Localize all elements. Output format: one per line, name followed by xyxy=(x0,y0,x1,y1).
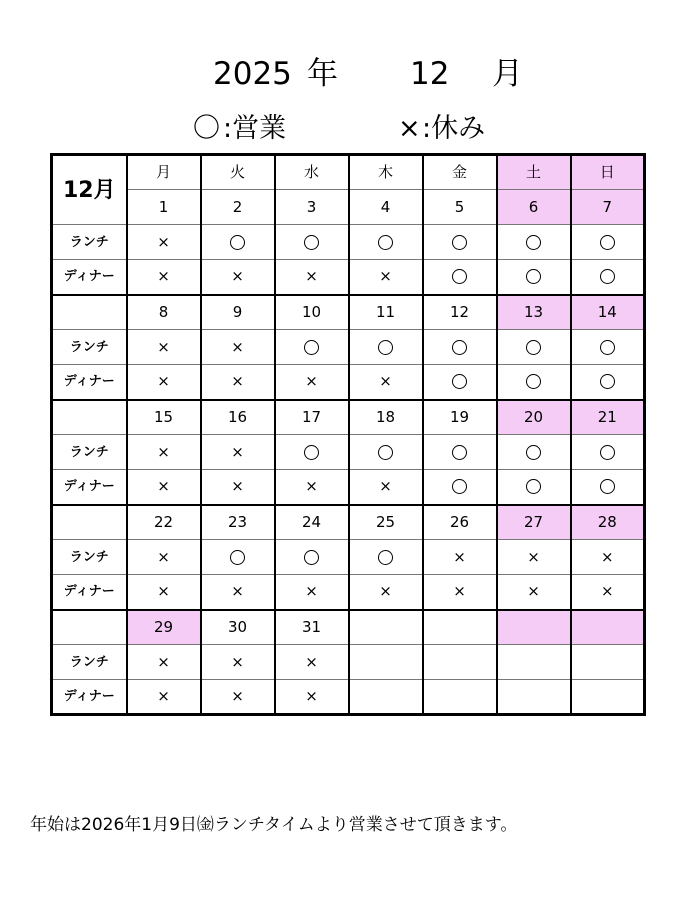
date-cell: 16 xyxy=(201,400,275,435)
open-mark xyxy=(452,374,467,389)
dinner-status-cell xyxy=(201,470,275,505)
closed-mark: × xyxy=(379,372,392,391)
dinner-status-cell xyxy=(275,260,349,295)
open-mark xyxy=(378,340,393,355)
closed-mark: × xyxy=(305,267,318,286)
date-cell: 10 xyxy=(275,295,349,330)
date-cell: 23 xyxy=(201,505,275,540)
open-mark xyxy=(304,235,319,250)
new-year-notice: 年始は2026年1月9日㈮ランチタイムより営業させて頂きます。 xyxy=(30,815,518,835)
lunch-status-cell xyxy=(423,435,497,470)
dinner-label: ディナー xyxy=(52,470,127,505)
dinner-status-cell xyxy=(349,680,423,715)
date-cell: 5 xyxy=(423,190,497,225)
date-cell: 12 xyxy=(423,295,497,330)
closed-mark: × xyxy=(231,337,244,356)
date-row xyxy=(52,505,645,540)
weekday-header: 土 xyxy=(497,155,571,190)
date-cell: 4 xyxy=(349,190,423,225)
business-calendar-table xyxy=(50,153,646,716)
legend xyxy=(0,108,674,152)
lunch-status-cell xyxy=(497,330,571,365)
dinner-status-cell xyxy=(275,575,349,610)
date-cell: 3 xyxy=(275,190,349,225)
lunch-row xyxy=(52,645,645,680)
legend-closed-symbol: × xyxy=(398,113,421,144)
lunch-status-cell xyxy=(423,540,497,575)
open-mark xyxy=(600,340,615,355)
open-mark xyxy=(304,340,319,355)
dinner-status-cell xyxy=(497,260,571,295)
lunch-status-cell xyxy=(127,225,201,260)
closed-mark: × xyxy=(157,372,170,391)
dinner-status-cell xyxy=(201,365,275,400)
dinner-status-cell xyxy=(423,470,497,505)
dinner-status-cell xyxy=(571,470,645,505)
date-row xyxy=(52,610,645,645)
calendar-title xyxy=(0,52,674,100)
dinner-status-cell xyxy=(349,365,423,400)
dinner-status-cell xyxy=(423,680,497,715)
open-mark xyxy=(452,479,467,494)
date-cell: 9 xyxy=(201,295,275,330)
dinner-status-cell xyxy=(201,575,275,610)
dinner-row xyxy=(52,470,645,505)
open-mark xyxy=(378,445,393,460)
closed-mark: × xyxy=(600,547,614,566)
dinner-status-cell xyxy=(275,470,349,505)
lunch-status-cell xyxy=(275,435,349,470)
open-mark xyxy=(526,479,541,494)
lunch-status-cell xyxy=(423,225,497,260)
dinner-status-cell xyxy=(497,575,571,610)
date-row xyxy=(52,400,645,435)
dinner-status-cell xyxy=(127,365,201,400)
open-mark xyxy=(230,235,245,250)
lunch-status-cell xyxy=(571,540,645,575)
open-mark xyxy=(600,235,615,250)
open-mark xyxy=(230,550,245,565)
closed-mark: × xyxy=(157,267,170,286)
closed-mark: × xyxy=(600,582,614,601)
open-mark xyxy=(526,445,541,460)
lunch-status-cell xyxy=(423,645,497,680)
date-cell: 7 xyxy=(571,190,645,225)
date-cell: 15 xyxy=(127,400,201,435)
open-mark xyxy=(304,445,319,460)
open-mark xyxy=(452,340,467,355)
lunch-status-cell xyxy=(275,225,349,260)
date-cell: 22 xyxy=(127,505,201,540)
lunch-status-cell xyxy=(497,540,571,575)
weekday-header-row xyxy=(52,155,645,190)
date-row-label xyxy=(52,505,127,540)
lunch-status-cell xyxy=(349,330,423,365)
dinner-status-cell xyxy=(275,680,349,715)
closed-mark: × xyxy=(305,687,318,705)
lunch-status-cell xyxy=(349,645,423,680)
dinner-status-cell xyxy=(127,575,201,610)
dinner-status-cell xyxy=(127,470,201,505)
lunch-status-cell xyxy=(127,645,201,680)
lunch-label: ランチ xyxy=(52,330,127,365)
date-row xyxy=(52,295,645,330)
date-cell: 31 xyxy=(275,610,349,645)
closed-mark: × xyxy=(231,372,244,391)
date-cell xyxy=(349,610,423,645)
title-month-unit: 月 xyxy=(492,56,523,92)
date-cell: 30 xyxy=(201,610,275,645)
lunch-label: ランチ xyxy=(52,225,127,260)
open-mark xyxy=(600,374,615,389)
lunch-row xyxy=(52,540,645,575)
dinner-row xyxy=(52,680,645,715)
date-cell: 25 xyxy=(349,505,423,540)
title-year-unit: 年 xyxy=(307,56,338,92)
closed-mark: × xyxy=(305,477,318,496)
open-mark xyxy=(526,340,541,355)
lunch-status-cell xyxy=(571,435,645,470)
dinner-status-cell xyxy=(423,575,497,610)
lunch-status-cell xyxy=(201,330,275,365)
dinner-status-cell xyxy=(275,365,349,400)
title-month: 12 xyxy=(410,56,450,92)
open-mark xyxy=(378,235,393,250)
closed-mark: × xyxy=(157,547,170,566)
dinner-status-cell xyxy=(201,260,275,295)
date-row xyxy=(52,190,645,225)
dinner-status-cell xyxy=(349,575,423,610)
dinner-status-cell xyxy=(127,260,201,295)
date-cell xyxy=(571,610,645,645)
date-cell: 24 xyxy=(275,505,349,540)
closed-mark: × xyxy=(157,582,170,601)
closed-mark: × xyxy=(379,582,392,601)
dinner-row xyxy=(52,575,645,610)
lunch-status-cell xyxy=(423,330,497,365)
open-mark xyxy=(600,479,615,494)
dinner-status-cell xyxy=(497,365,571,400)
date-row-label xyxy=(52,295,127,330)
lunch-status-cell xyxy=(497,645,571,680)
closed-mark: × xyxy=(305,652,318,671)
open-mark xyxy=(452,235,467,250)
date-cell: 28 xyxy=(571,505,645,540)
dinner-label: ディナー xyxy=(52,260,127,295)
dinner-label: ディナー xyxy=(52,365,127,400)
lunch-status-cell xyxy=(497,225,571,260)
dinner-label: ディナー xyxy=(52,575,127,610)
date-cell: 20 xyxy=(497,400,571,435)
date-cell: 1 xyxy=(127,190,201,225)
legend-open-symbol: 〇 xyxy=(193,113,220,144)
closed-mark: × xyxy=(157,232,170,251)
closed-mark: × xyxy=(305,582,318,601)
weekday-header: 火 xyxy=(201,155,275,190)
weekday-header: 木 xyxy=(349,155,423,190)
weekday-header: 水 xyxy=(275,155,349,190)
dinner-row xyxy=(52,365,645,400)
lunch-row xyxy=(52,330,645,365)
open-mark xyxy=(600,445,615,460)
lunch-status-cell xyxy=(497,435,571,470)
lunch-row xyxy=(52,435,645,470)
closed-mark: × xyxy=(157,687,170,705)
lunch-status-cell xyxy=(571,225,645,260)
lunch-status-cell xyxy=(571,645,645,680)
date-cell: 19 xyxy=(423,400,497,435)
closed-mark: × xyxy=(231,477,244,496)
dinner-status-cell xyxy=(571,575,645,610)
closed-mark: × xyxy=(231,652,244,671)
date-row-label xyxy=(52,400,127,435)
dinner-row xyxy=(52,260,645,295)
open-mark xyxy=(452,269,467,284)
lunch-label: ランチ xyxy=(52,645,127,680)
dinner-status-cell xyxy=(571,365,645,400)
closed-mark: × xyxy=(157,442,170,461)
closed-mark: × xyxy=(157,652,170,671)
open-mark xyxy=(304,550,319,565)
closed-mark: × xyxy=(157,477,170,496)
lunch-status-cell xyxy=(127,330,201,365)
date-cell: 21 xyxy=(571,400,645,435)
open-mark xyxy=(378,550,393,565)
closed-mark: × xyxy=(231,267,244,286)
lunch-status-cell xyxy=(349,225,423,260)
date-cell: 2 xyxy=(201,190,275,225)
lunch-status-cell xyxy=(201,435,275,470)
legend-closed-label: :休み xyxy=(422,113,486,144)
lunch-status-cell xyxy=(275,645,349,680)
lunch-status-cell xyxy=(349,540,423,575)
date-cell: 14 xyxy=(571,295,645,330)
dinner-status-cell xyxy=(201,680,275,715)
date-cell: 27 xyxy=(497,505,571,540)
title-year: 2025 xyxy=(213,56,292,92)
dinner-status-cell xyxy=(497,680,571,715)
date-cell: 26 xyxy=(423,505,497,540)
closed-mark: × xyxy=(527,582,540,601)
date-cell: 18 xyxy=(349,400,423,435)
closed-mark: × xyxy=(379,267,392,286)
closed-mark: × xyxy=(231,442,244,461)
weekday-header: 月 xyxy=(127,155,201,190)
lunch-label: ランチ xyxy=(52,540,127,575)
date-row-label xyxy=(52,610,127,645)
lunch-status-cell xyxy=(275,330,349,365)
dinner-status-cell xyxy=(571,260,645,295)
closed-mark: × xyxy=(157,337,170,356)
closed-mark: × xyxy=(231,582,244,601)
dinner-status-cell xyxy=(127,680,201,715)
lunch-status-cell xyxy=(571,330,645,365)
closed-mark: × xyxy=(379,477,392,496)
month-label: 12月 xyxy=(52,155,127,225)
date-cell: 29 xyxy=(127,610,201,645)
dinner-label: ディナー xyxy=(52,680,127,715)
open-mark xyxy=(600,269,615,284)
dinner-status-cell xyxy=(497,470,571,505)
lunch-label: ランチ xyxy=(52,435,127,470)
dinner-status-cell xyxy=(349,260,423,295)
lunch-status-cell xyxy=(201,225,275,260)
lunch-status-cell xyxy=(275,540,349,575)
lunch-status-cell xyxy=(201,645,275,680)
closed-mark: × xyxy=(453,582,466,601)
date-cell: 6 xyxy=(497,190,571,225)
lunch-status-cell xyxy=(201,540,275,575)
closed-mark: × xyxy=(305,372,318,391)
weekday-header: 日 xyxy=(571,155,645,190)
open-mark xyxy=(452,445,467,460)
lunch-status-cell xyxy=(349,435,423,470)
date-cell: 17 xyxy=(275,400,349,435)
dinner-status-cell xyxy=(349,470,423,505)
date-cell xyxy=(423,610,497,645)
weekday-header: 金 xyxy=(423,155,497,190)
lunch-status-cell xyxy=(127,540,201,575)
dinner-status-cell xyxy=(423,260,497,295)
date-cell: 11 xyxy=(349,295,423,330)
date-cell xyxy=(497,610,571,645)
date-cell: 8 xyxy=(127,295,201,330)
legend-open-label: :営業 xyxy=(223,113,287,144)
open-mark xyxy=(526,235,541,250)
lunch-row xyxy=(52,225,645,260)
open-mark xyxy=(526,269,541,284)
dinner-status-cell xyxy=(423,365,497,400)
date-cell: 13 xyxy=(497,295,571,330)
closed-mark: × xyxy=(527,547,540,566)
closed-mark: × xyxy=(231,687,244,705)
open-mark xyxy=(526,374,541,389)
closed-mark: × xyxy=(453,547,466,566)
lunch-status-cell xyxy=(127,435,201,470)
dinner-status-cell xyxy=(571,680,645,715)
